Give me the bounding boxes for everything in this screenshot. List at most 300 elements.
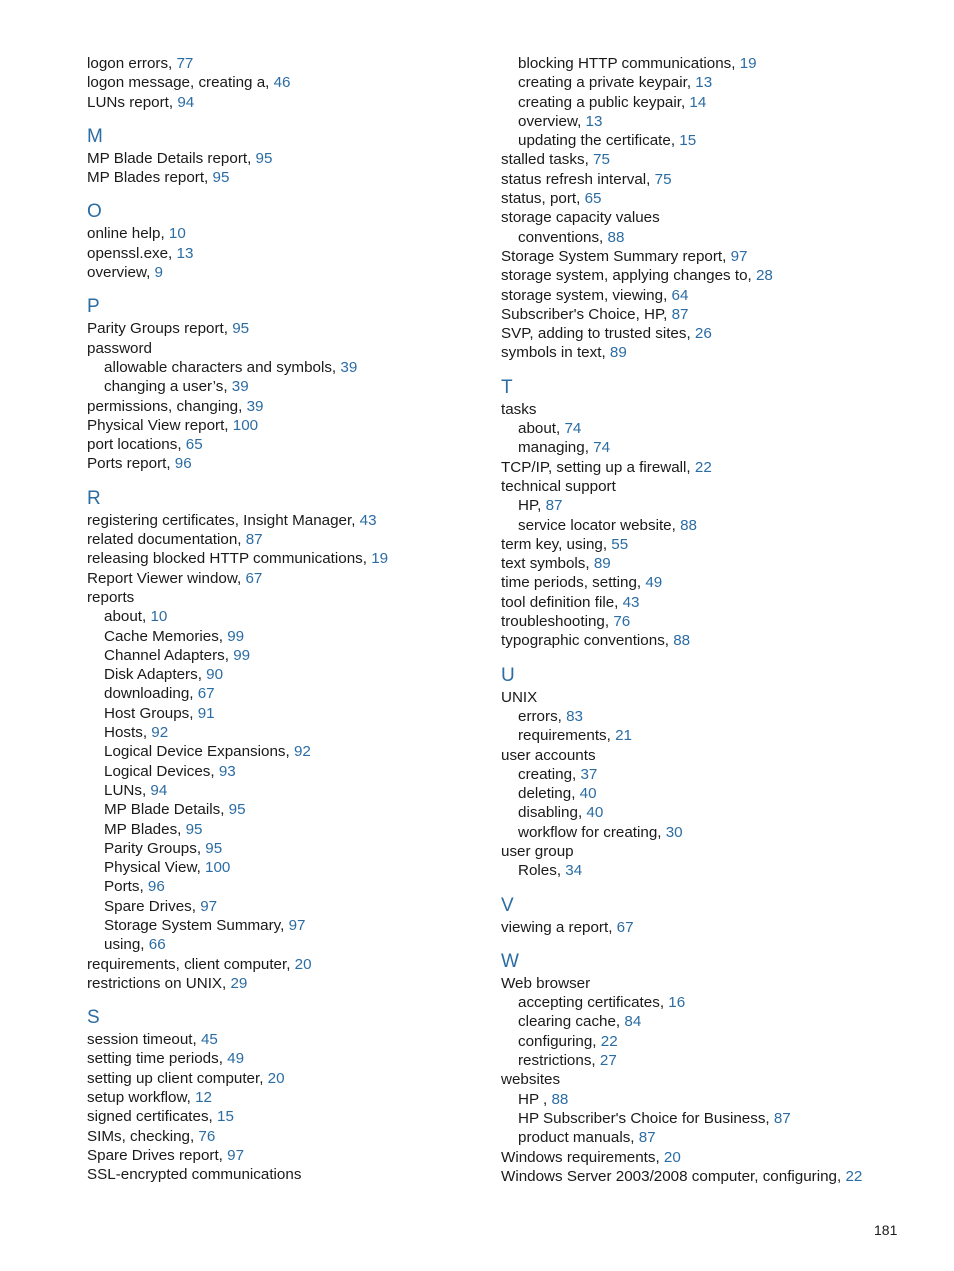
index-subentry xyxy=(501,707,921,726)
index-term: SIMs, checking, xyxy=(87,1127,199,1145)
page-reference-link[interactable]: 39 xyxy=(231,378,249,396)
index-term: Report Viewer window, xyxy=(87,569,246,587)
page-reference-link[interactable]: 87 xyxy=(638,1129,656,1147)
page-reference-link[interactable]: 90 xyxy=(206,666,224,684)
index-term: status, port, xyxy=(501,190,585,208)
index-entry xyxy=(501,170,921,189)
page-reference-link[interactable]: 40 xyxy=(579,785,597,803)
index-entry xyxy=(87,1069,487,1088)
index-letter-heading: P xyxy=(87,296,100,318)
index-term: disabling, xyxy=(518,804,587,822)
index-subentry xyxy=(87,627,487,646)
page-reference-link[interactable]: 99 xyxy=(233,646,251,664)
index-term: errors, xyxy=(518,707,567,725)
index-subentry xyxy=(501,765,921,784)
index-subentry xyxy=(501,1109,921,1128)
index-subentry xyxy=(501,419,921,438)
page-reference-link[interactable]: 64 xyxy=(671,286,689,304)
index-term: managing, xyxy=(518,439,594,457)
page-reference-link[interactable]: 94 xyxy=(177,93,195,111)
index-term: storage system, applying changes to, xyxy=(501,267,756,285)
index-term: setup workflow, xyxy=(87,1089,196,1107)
index-subentry xyxy=(87,916,487,935)
index-term: Disk Adapters, xyxy=(104,666,207,684)
index-term: clearing cache, xyxy=(518,1013,625,1031)
index-subentry xyxy=(87,742,487,761)
index-term: troubleshooting, xyxy=(501,613,614,631)
index-entry xyxy=(501,247,921,266)
index-entry xyxy=(501,1167,921,1186)
index-term: restrictions on UNIX, xyxy=(87,974,231,992)
page-reference-link[interactable]: 100 xyxy=(232,416,259,434)
index-subentry xyxy=(87,358,487,377)
index-term: Windows requirements, xyxy=(501,1148,664,1166)
page-reference-link[interactable]: 29 xyxy=(230,974,248,992)
index-entry xyxy=(501,974,921,993)
index-entry xyxy=(501,189,921,208)
index-subentry xyxy=(87,665,487,684)
index-term: logon errors, xyxy=(87,55,177,72)
index-term: reports xyxy=(87,588,135,606)
index-term: Hosts, xyxy=(104,724,152,742)
index-subentry xyxy=(501,496,921,515)
index-subentry xyxy=(501,823,921,842)
index-term: about, xyxy=(518,420,565,438)
index-subentry xyxy=(87,684,487,703)
page-reference-link[interactable]: 45 xyxy=(200,1031,218,1049)
index-entry xyxy=(87,435,487,454)
index-letter-heading: V xyxy=(501,894,514,916)
index-entry xyxy=(501,400,921,419)
page-reference-link[interactable]: 22 xyxy=(845,1167,863,1185)
page-reference-link[interactable]: 12 xyxy=(195,1089,212,1107)
index-entry xyxy=(87,168,487,187)
page-reference-link[interactable]: 20 xyxy=(294,955,312,973)
page-reference-link[interactable]: 27 xyxy=(599,1052,617,1070)
index-letter-heading: M xyxy=(87,125,103,147)
page-reference-link[interactable]: 74 xyxy=(593,439,611,457)
index-term: typographic conventions, xyxy=(501,632,674,650)
index-term: LUNs report, xyxy=(87,93,178,111)
page-reference-link[interactable]: 49 xyxy=(227,1050,245,1068)
page-reference-link[interactable]: 97 xyxy=(288,916,306,934)
index-entry xyxy=(87,569,487,588)
index-subentry xyxy=(501,131,921,150)
index-term: Roles, xyxy=(518,862,566,880)
index-subentry xyxy=(87,377,487,396)
index-term: accepting certificates, xyxy=(518,994,669,1012)
index-entry xyxy=(87,1165,487,1184)
index-subentry xyxy=(87,877,487,896)
index-term: LUNs, xyxy=(104,781,151,799)
index-entry xyxy=(501,918,921,937)
index-entry xyxy=(501,535,921,554)
index-entry xyxy=(501,842,921,861)
index-entry xyxy=(501,477,921,496)
index-subentry xyxy=(501,861,921,880)
index-term: registering certificates, Insight Manager, xyxy=(87,511,360,529)
page-reference-link[interactable]: 84 xyxy=(624,1013,642,1031)
index-letter-heading: S xyxy=(87,1007,100,1029)
index-term: Cache Memories, xyxy=(104,627,228,645)
page-reference-link[interactable]: 46 xyxy=(273,74,291,92)
page-reference-link[interactable]: 76 xyxy=(613,613,631,631)
page-reference-link[interactable]: 55 xyxy=(611,535,629,553)
index-term: websites xyxy=(501,1071,561,1089)
page-reference-link[interactable]: 75 xyxy=(593,151,610,169)
index-term: deleting, xyxy=(518,785,580,803)
page-reference-link[interactable]: 20 xyxy=(267,1069,285,1087)
page-reference-link[interactable]: 88 xyxy=(551,1090,569,1108)
index-letter-heading: T xyxy=(501,376,513,398)
index-subentry xyxy=(501,1051,921,1070)
page-reference-link[interactable]: 13 xyxy=(585,112,603,130)
index-term: symbols in text, xyxy=(501,344,610,362)
index-entry xyxy=(501,1148,921,1167)
index-entry xyxy=(87,73,487,92)
index-entry xyxy=(501,688,921,707)
index-entry xyxy=(87,1030,487,1049)
index-term: service locator website, xyxy=(518,516,681,534)
page-reference-link[interactable]: 97 xyxy=(200,897,218,915)
index-entry xyxy=(87,549,487,568)
page-reference-link[interactable]: 43 xyxy=(622,593,640,611)
page-reference-link[interactable]: 95 xyxy=(228,801,246,819)
page-reference-link[interactable]: 65 xyxy=(185,436,203,454)
page-reference-link[interactable]: 75 xyxy=(654,170,672,188)
index-term: Spare Drives report, xyxy=(87,1146,228,1164)
index-term: HP , xyxy=(518,1090,552,1108)
index-term: setting up client computer, xyxy=(87,1069,268,1087)
page-reference-link[interactable]: 88 xyxy=(680,516,697,534)
index-term: overview, xyxy=(518,112,586,130)
page-reference-link[interactable]: 19 xyxy=(371,550,389,568)
page-reference-link[interactable]: 96 xyxy=(147,878,165,896)
page-reference-link[interactable]: 95 xyxy=(212,169,230,187)
index-term: releasing blocked HTTP communications, xyxy=(87,550,372,568)
index-letter-heading: O xyxy=(87,201,102,223)
page-reference-link[interactable]: 100 xyxy=(205,859,231,877)
index-subentry xyxy=(501,803,921,822)
index-subentry xyxy=(501,438,921,457)
index-term: conventions, xyxy=(518,228,608,246)
page-reference-link[interactable]: 67 xyxy=(197,685,215,703)
index-term: tool definition file, xyxy=(501,593,623,611)
index-term: online help, xyxy=(87,225,169,243)
page-reference-link[interactable]: 13 xyxy=(695,74,713,92)
index-entry xyxy=(87,588,487,607)
page-reference-link[interactable]: 15 xyxy=(217,1108,234,1126)
page-reference-link[interactable]: 43 xyxy=(359,511,377,529)
page-reference-link[interactable]: 66 xyxy=(148,936,166,954)
page-reference-link[interactable]: 88 xyxy=(607,228,625,246)
index-term: Ports, xyxy=(104,878,148,896)
index-term: time periods, setting, xyxy=(501,574,646,592)
index-entry xyxy=(87,224,487,243)
index-entry xyxy=(87,397,487,416)
index-term: Subscriber's Choice, HP, xyxy=(501,305,672,323)
page-reference-link[interactable]: 22 xyxy=(600,1032,618,1050)
index-subentry xyxy=(501,93,921,112)
index-term: session timeout, xyxy=(87,1031,201,1049)
index-subentry xyxy=(87,935,487,954)
index-entry xyxy=(87,454,487,473)
page-reference-link[interactable]: 13 xyxy=(176,244,194,262)
index-term: blocking HTTP communications, xyxy=(518,55,740,72)
index-letter-heading: U xyxy=(501,664,515,686)
index-entry xyxy=(501,208,921,227)
index-term: permissions, changing, xyxy=(87,397,247,415)
page-reference-link[interactable]: 37 xyxy=(580,765,598,783)
index-term: Channel Adapters, xyxy=(104,646,234,664)
index-entry xyxy=(501,150,921,169)
index-term: password xyxy=(87,339,152,357)
index-entry xyxy=(501,324,921,343)
index-term: Web browser xyxy=(501,974,591,992)
index-term: TCP/IP, setting up a firewall, xyxy=(501,458,695,476)
page-reference-link[interactable]: 92 xyxy=(151,724,169,742)
page-reference-link[interactable]: 87 xyxy=(245,531,263,549)
page-reference-link[interactable]: 9 xyxy=(154,264,163,282)
index-term: creating, xyxy=(518,765,581,783)
index-term: requirements, client computer, xyxy=(87,955,295,973)
index-term: logon message, creating a, xyxy=(87,74,274,92)
index-entry xyxy=(87,244,487,263)
index-entry xyxy=(87,416,487,435)
index-term: configuring, xyxy=(518,1032,601,1050)
index-term: downloading, xyxy=(104,685,198,703)
index-entry xyxy=(501,631,921,650)
page-reference-link[interactable]: 76 xyxy=(198,1127,216,1145)
index-term: text symbols, xyxy=(501,555,594,573)
page-number: 181 xyxy=(874,1222,898,1238)
index-term: requirements, xyxy=(518,727,616,745)
index-subentry xyxy=(501,73,921,92)
index-term: related documentation, xyxy=(87,531,246,549)
index-term: MP Blade Details, xyxy=(104,801,229,819)
index-term: Parity Groups report, xyxy=(87,320,233,338)
index-term: SVP, adding to trusted sites, xyxy=(501,325,695,343)
page-reference-link[interactable]: 49 xyxy=(645,574,663,592)
index-entry xyxy=(87,1127,487,1146)
page-reference-link[interactable]: 22 xyxy=(694,458,712,476)
index-subentry xyxy=(501,112,921,131)
page-reference-link[interactable]: 89 xyxy=(593,555,611,573)
page-reference-link[interactable]: 87 xyxy=(671,305,689,323)
index-entry xyxy=(87,339,487,358)
index-term: Logical Device Expansions, xyxy=(104,743,294,761)
index-term: signed certificates, xyxy=(87,1108,217,1126)
index-term: status refresh interval, xyxy=(501,170,655,188)
index-subentry xyxy=(87,704,487,723)
page-reference-link[interactable]: 40 xyxy=(586,804,604,822)
page-reference-link[interactable]: 77 xyxy=(176,55,194,72)
index-term: using, xyxy=(104,936,149,954)
index-term: overview, xyxy=(87,264,155,282)
index-subentry xyxy=(501,993,921,1012)
index-subentry xyxy=(87,858,487,877)
page-reference-link[interactable]: 89 xyxy=(609,344,627,362)
index-term: HP Subscriber's Choice for Business, xyxy=(518,1109,774,1127)
index-term: MP Blade Details report, xyxy=(87,149,256,167)
index-subentry xyxy=(87,897,487,916)
index-entry xyxy=(87,319,487,338)
index-term: Parity Groups, xyxy=(104,839,206,857)
index-entry xyxy=(87,54,487,73)
index-term: SSL-encrypted communications xyxy=(87,1166,302,1184)
index-term: MP Blades, xyxy=(104,820,186,838)
index-term: user group xyxy=(501,842,574,860)
index-term: setting time periods, xyxy=(87,1050,228,1068)
index-term: viewing a report, xyxy=(501,918,617,936)
index-letter-heading: W xyxy=(501,950,519,972)
page-reference-link[interactable]: 95 xyxy=(232,320,250,338)
page-reference-link[interactable]: 97 xyxy=(730,247,748,265)
page-reference-link[interactable]: 28 xyxy=(755,267,773,285)
index-entry xyxy=(87,1146,487,1165)
index-subentry xyxy=(501,516,921,535)
index-term: storage system, viewing, xyxy=(501,286,672,304)
page-reference-link[interactable]: 95 xyxy=(255,149,273,167)
index-term: Logical Devices, xyxy=(104,762,219,780)
page-reference-link[interactable]: 16 xyxy=(668,994,686,1012)
page-reference-link[interactable]: 14 xyxy=(689,93,707,111)
page-reference-link[interactable]: 95 xyxy=(205,839,223,857)
page-reference-link[interactable]: 95 xyxy=(185,820,203,838)
index-term: creating a public keypair, xyxy=(518,93,690,111)
index-term: Storage System Summary, xyxy=(104,916,289,934)
index-subentry xyxy=(87,820,487,839)
index-term: product manuals, xyxy=(518,1129,639,1147)
page-reference-link[interactable]: 87 xyxy=(545,497,563,515)
page-reference-link[interactable]: 91 xyxy=(197,704,215,722)
index-term: allowable characters and symbols, xyxy=(104,358,341,376)
index-subentry xyxy=(87,646,487,665)
index-term: Spare Drives, xyxy=(104,897,201,915)
page-reference-link[interactable]: 39 xyxy=(340,358,358,376)
index-term: Ports report, xyxy=(87,455,175,473)
page-reference-link[interactable]: 30 xyxy=(665,823,683,841)
index-entry xyxy=(87,974,487,993)
index-entry xyxy=(87,530,487,549)
index-term: MP Blades report, xyxy=(87,169,213,187)
page-reference-link[interactable]: 92 xyxy=(293,743,311,761)
index-term: storage capacity values xyxy=(501,209,660,227)
index-subentry xyxy=(87,800,487,819)
page-reference-link[interactable]: 26 xyxy=(694,325,712,343)
index-subentry xyxy=(501,1128,921,1147)
index-entry xyxy=(501,573,921,592)
page-reference-link[interactable]: 97 xyxy=(227,1146,245,1164)
page-reference-link[interactable]: 67 xyxy=(616,918,634,936)
index-term: Windows Server 2003/2008 computer, configuring, xyxy=(501,1167,846,1185)
index-column-right xyxy=(501,54,921,1186)
index-entry xyxy=(501,612,921,631)
index-subentry xyxy=(87,781,487,800)
page-reference-link[interactable]: 34 xyxy=(565,862,583,880)
index-term: about, xyxy=(104,608,151,626)
index-subentry xyxy=(501,1090,921,1109)
index-term: port locations, xyxy=(87,436,186,454)
index-term: changing a user’s, xyxy=(104,378,232,396)
page-reference-link[interactable]: 19 xyxy=(739,55,757,72)
index-entry xyxy=(87,1088,487,1107)
page-reference-link[interactable]: 93 xyxy=(218,762,236,780)
index-subentry xyxy=(87,839,487,858)
index-column-left xyxy=(87,54,487,1185)
page-reference-link[interactable]: 67 xyxy=(245,569,263,587)
index-term: stalled tasks, xyxy=(501,151,594,169)
index-term: updating the certificate, xyxy=(518,132,680,150)
index-entry xyxy=(87,955,487,974)
index-entry xyxy=(501,1070,921,1089)
page-reference-link[interactable]: 96 xyxy=(174,455,192,473)
index-term: Physical View report, xyxy=(87,416,233,434)
page-reference-link[interactable]: 21 xyxy=(615,727,632,745)
index-subentry xyxy=(87,723,487,742)
index-entry xyxy=(87,263,487,282)
index-subentry xyxy=(87,762,487,781)
index-subentry xyxy=(501,1032,921,1051)
index-subentry xyxy=(501,726,921,745)
index-term: technical support xyxy=(501,477,616,495)
page-reference-link[interactable]: 74 xyxy=(564,420,582,438)
index-entry xyxy=(87,1049,487,1068)
index-term: Host Groups, xyxy=(104,704,198,722)
index-subentry xyxy=(501,784,921,803)
page-reference-link[interactable]: 83 xyxy=(566,707,584,725)
index-term: Storage System Summary report, xyxy=(501,247,731,265)
page-reference-link[interactable]: 99 xyxy=(227,627,245,645)
index-term: UNIX xyxy=(501,688,538,706)
index-term: workflow for creating, xyxy=(518,823,666,841)
page-reference-link[interactable]: 87 xyxy=(773,1109,791,1127)
index-entry xyxy=(501,554,921,573)
index-term: term key, using, xyxy=(501,535,612,553)
index-entry xyxy=(501,343,921,362)
index-letter-heading: R xyxy=(87,487,101,509)
index-entry xyxy=(501,266,921,285)
index-term: Physical View, xyxy=(104,859,206,877)
page-reference-link[interactable]: 20 xyxy=(663,1148,681,1166)
index-subentry xyxy=(87,607,487,626)
index-entry xyxy=(87,1107,487,1126)
page-reference-link[interactable]: 94 xyxy=(150,781,168,799)
index-term: user accounts xyxy=(501,746,596,764)
index-term: HP, xyxy=(518,497,546,515)
index-term: restrictions, xyxy=(518,1052,600,1070)
index-entry xyxy=(501,286,921,305)
index-term: openssl.exe, xyxy=(87,244,177,262)
index-entry xyxy=(87,93,487,112)
index-subentry xyxy=(501,1012,921,1031)
index-term: creating a private keypair, xyxy=(518,74,696,92)
index-entry xyxy=(501,746,921,765)
index-entry xyxy=(87,149,487,168)
index-subentry xyxy=(501,228,921,247)
index-entry xyxy=(501,305,921,324)
page-reference-link[interactable]: 10 xyxy=(150,608,168,626)
page-reference-link[interactable]: 15 xyxy=(679,132,697,150)
index-entry xyxy=(501,458,921,477)
index-entry xyxy=(501,593,921,612)
page-reference-link[interactable]: 39 xyxy=(246,397,264,415)
page-reference-link[interactable]: 10 xyxy=(168,225,186,243)
index-term: tasks xyxy=(501,400,537,418)
page-reference-link[interactable]: 65 xyxy=(584,190,602,208)
index-subentry xyxy=(501,54,921,73)
page-reference-link[interactable]: 88 xyxy=(673,632,691,650)
